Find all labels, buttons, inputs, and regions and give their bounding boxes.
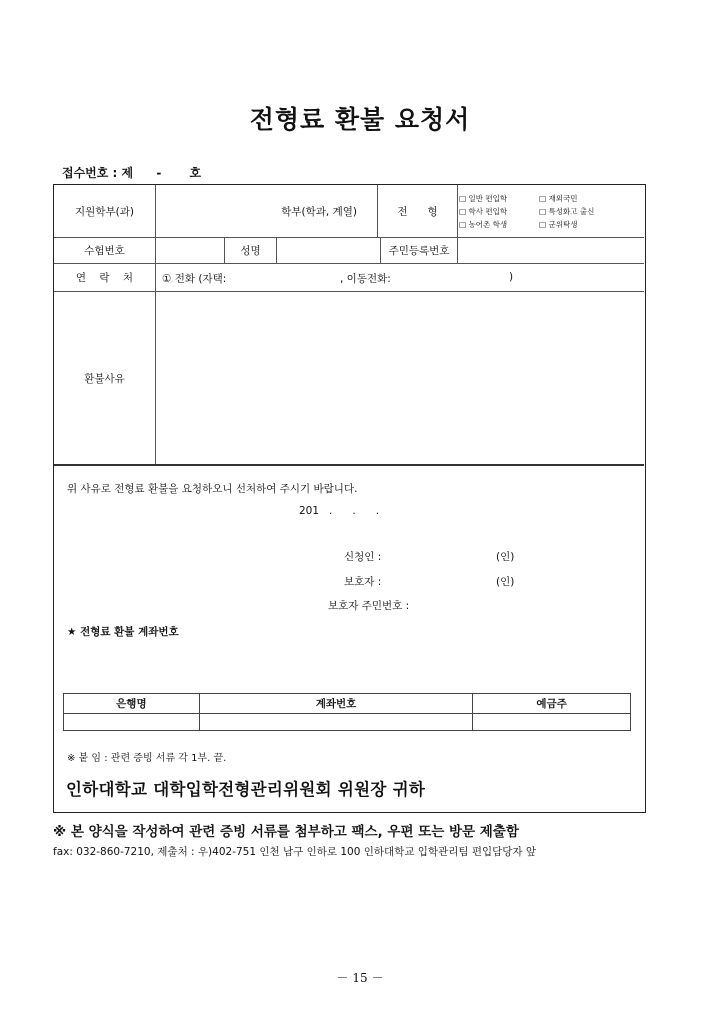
account-number-field[interactable] bbox=[199, 714, 473, 731]
refund-reason-field[interactable] bbox=[156, 292, 644, 464]
rrn-label: 주민등록번호 bbox=[388, 245, 450, 257]
name-field[interactable] bbox=[277, 238, 380, 263]
receipt-label: 접수번호 : 제 bbox=[62, 166, 134, 180]
receipt-number bbox=[62, 164, 201, 181]
submission-notice: ※ 본 양식을 작성하여 관련 증빙 서류를 첨부하고 팩스, 우편 또는 방문 제출함 bbox=[53, 824, 519, 840]
contact-label: 연 락 처 bbox=[75, 272, 134, 284]
option-overseas-korean[interactable]: □ 재외국민 bbox=[539, 194, 578, 203]
table-row bbox=[64, 714, 631, 731]
option-specialized-highschool[interactable]: □ 특성화고 출신 bbox=[539, 207, 595, 216]
applicant-label: 신청인 : bbox=[344, 551, 382, 563]
name-label: 성명 bbox=[240, 245, 261, 257]
closing-addressee: 인하대학교 대학입학전형관리위원회 위원장 귀하 bbox=[66, 780, 426, 799]
option-rural-student[interactable]: □ 농어촌 학생 bbox=[459, 220, 508, 229]
bank-name-field[interactable] bbox=[64, 714, 200, 731]
bank-name-header: 은행명 bbox=[64, 694, 200, 714]
receipt-suffix: 호 bbox=[189, 166, 202, 180]
guardian-rrn-label: 보호자 주민번호 : bbox=[328, 600, 410, 612]
rrn-field[interactable] bbox=[458, 238, 644, 263]
dept-value[interactable]: 학부(학과, 계열) bbox=[281, 205, 357, 218]
refund-reason-label: 환불사유 bbox=[84, 372, 125, 385]
refund-account-table bbox=[63, 693, 631, 731]
request-sentence: 위 사유로 전형료 환불을 요청하오니 선처하여 주시기 바랍니다. bbox=[67, 483, 358, 495]
applicant-seal: (인) bbox=[496, 551, 515, 563]
phone-close-paren: ) bbox=[509, 271, 514, 283]
attachment-note: ※ 붙 임 : 관련 증빙 서류 각 1부. 끝. bbox=[67, 753, 227, 764]
account-holder-field[interactable] bbox=[473, 714, 631, 731]
fax-address-line: fax: 032-860-7210, 제출처 : 우)402-751 인천 남구 인하로 100 인하대학교 입학관리팀 편입담당자 앞 bbox=[53, 846, 537, 858]
request-date[interactable]: 201 . . . bbox=[299, 505, 380, 517]
option-bachelor-transfer[interactable]: □ 학사 편입학 bbox=[459, 207, 508, 216]
dept-label: 지원학부(과) bbox=[75, 205, 134, 218]
account-holder-header: 예금주 bbox=[473, 694, 631, 714]
option-general-transfer[interactable]: □ 일반 편입학 bbox=[459, 194, 508, 203]
exam-number-field[interactable] bbox=[156, 238, 224, 263]
exam-number-label: 수험번호 bbox=[84, 245, 125, 257]
guardian-seal: (인) bbox=[496, 576, 515, 588]
page-title: 전형료 환불 요청서 bbox=[249, 105, 471, 134]
table-header-row bbox=[64, 694, 631, 714]
option-military-commission[interactable]: □ 군위탁생 bbox=[539, 220, 578, 229]
admission-type-label: 전 형 bbox=[397, 205, 438, 218]
account-heading: ★ 전형료 환불 계좌번호 bbox=[67, 626, 179, 638]
account-number-header: 계좌번호 bbox=[199, 694, 473, 714]
guardian-label: 보호자 : bbox=[344, 576, 382, 588]
home-phone-label[interactable]: ① 전화 (자택: bbox=[162, 273, 227, 285]
section-divider bbox=[54, 464, 644, 466]
page-number: － 15 － bbox=[336, 971, 384, 985]
mobile-phone-label[interactable]: , 이동전화: bbox=[340, 273, 391, 285]
receipt-dash: - bbox=[156, 166, 162, 180]
